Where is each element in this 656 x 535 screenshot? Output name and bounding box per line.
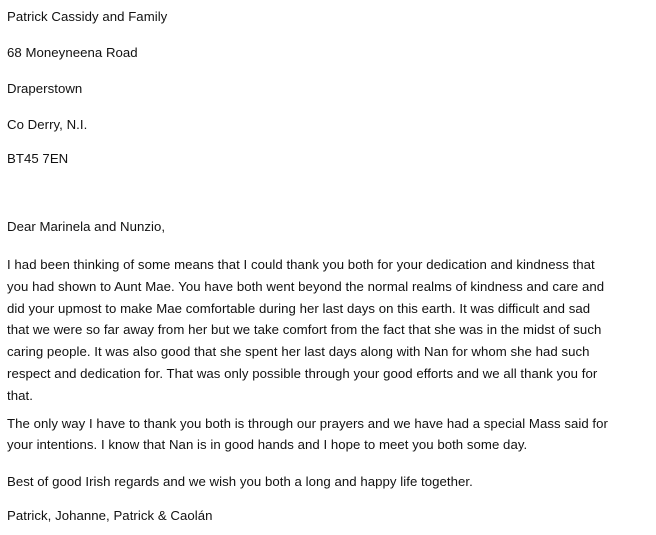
paragraph-2-line: The only way I have to thank you both is through our prayers and we have had a special Mass said for [7,416,608,431]
paragraph-2 [7,413,647,455]
address-street: 68 Moneyneena Road [7,45,138,60]
address-town: Draperstown [7,81,83,96]
paragraph-1 [7,254,647,407]
address-name: Patrick Cassidy and Family [7,9,168,24]
signature: Patrick, Johanne, Patrick & Caolán [7,508,213,523]
paragraph-1-line: that we were so far away from her but we take comfort from the fact that she was in the midst of such [7,322,602,338]
paragraph-1-line: did your upmost to make Mae comfortable during her last days on this earth. It was difficult and sad [7,300,591,316]
address-postcode: BT45 7EN [7,151,69,166]
paragraph-2-line: your intentions. I know that Nan is in good hands and I hope to meet you both some day. [7,437,528,452]
closing-line: Best of good Irish regards and we wish you both a long and happy life together. [7,474,473,489]
paragraph-1-line: I had been thinking of some means that I could thank you both for your dedication and kindness that [7,257,595,272]
salutation: Dear Marinela and Nunzio, [7,219,166,234]
paragraph-1-line: respect and dedication for. That was only possible through your good efforts and we all thank you for [7,365,598,381]
address-county: Co Derry, N.I. [7,117,88,132]
paragraph-1-line: you had shown to Aunt Mae. You have both went beyond the normal realms of kindness and care and [7,278,605,294]
paragraph-1-line: that. [7,387,33,403]
paragraph-1-line: caring people. It was also good that she spent her last days along with Nan for whom she had such [7,344,590,360]
